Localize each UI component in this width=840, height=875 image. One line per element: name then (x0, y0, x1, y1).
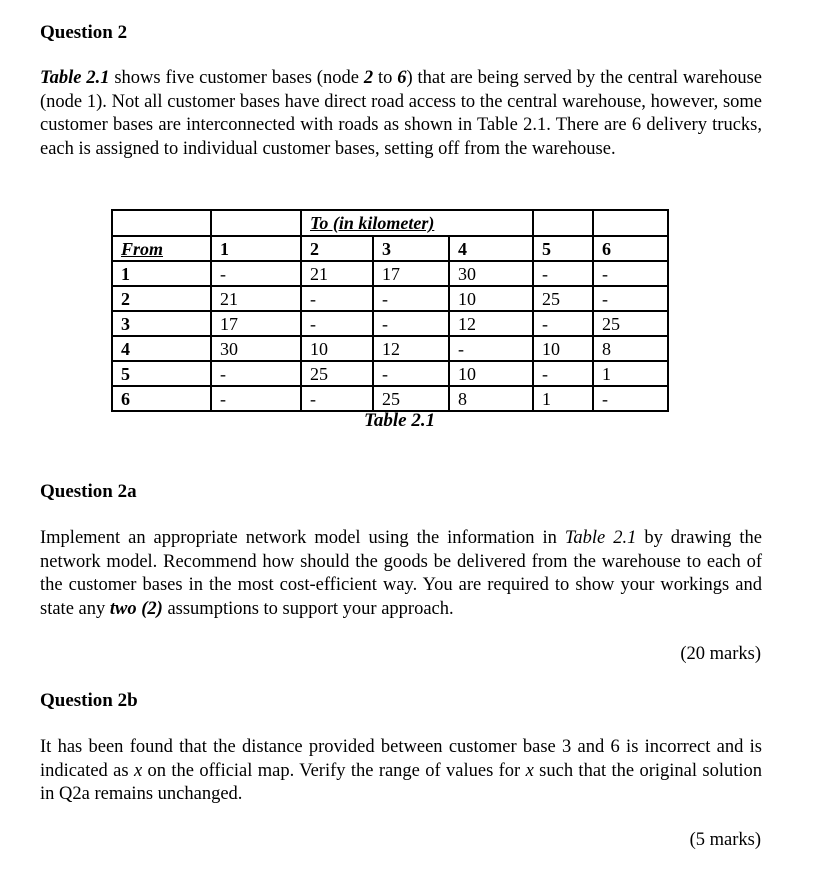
to-header: To (in kilometer) (301, 210, 533, 236)
distance-cell: 21 (301, 261, 373, 286)
distance-cell: - (449, 336, 533, 361)
distance-cell: - (593, 286, 668, 311)
distance-cell: 10 (533, 336, 593, 361)
question-2a-text (40, 527, 762, 621)
distance-table (111, 209, 669, 412)
table-row (112, 361, 668, 386)
text-run: Table 2.1 (40, 68, 110, 88)
text-run: on the official map. Verify the range of values for (142, 760, 526, 781)
table-row (112, 286, 668, 311)
column-header: 1 (211, 236, 301, 261)
text-run: It has been found that the distance provided between customer base 3 and 6 is incorrect and is indicated as (40, 737, 762, 781)
text-run: assumptions to support your approach. (162, 598, 454, 619)
distance-cell: 25 (593, 311, 668, 336)
question-2-title: Question 2 (40, 22, 128, 43)
column-header: 4 (449, 236, 533, 261)
text-run: by drawing the network model. Recommend how should the goods be delivered from the warehouse to each of the customer bases in the most cost-efficient way. You are required to show your workings and state any (40, 528, 762, 619)
text-run: x (525, 760, 534, 781)
distance-cell: 12 (373, 336, 449, 361)
column-header: 6 (593, 236, 668, 261)
table-row (112, 311, 668, 336)
text-run: to (373, 68, 398, 88)
table-corner-cell (112, 210, 211, 236)
table-row (112, 261, 668, 286)
table-caption: Table 2.1 (364, 410, 436, 431)
column-header: 5 (533, 236, 593, 261)
distance-cell: - (301, 386, 373, 411)
question-2-intro (40, 67, 762, 161)
text-run: ) that are being served by the central warehouse (node 1). Not all customer bases have direct road access to the central warehouse, however, some customer bases are interconnected with roads as shown in Table 2.1. There are 6 delivery trucks, each is assigned to individual customer bases, setting off from the warehouse. (40, 68, 762, 159)
distance-cell: 17 (211, 311, 301, 336)
text-run: Implement an appropriate network model using the information in (40, 528, 565, 548)
distance-cell: 10 (301, 336, 373, 361)
distance-cell: 30 (449, 261, 533, 286)
distance-cell: - (593, 386, 668, 411)
distance-cell: - (211, 361, 301, 386)
row-header: 3 (112, 311, 211, 336)
distance-cell: - (533, 261, 593, 286)
text-run: shows five customer bases (node (109, 68, 364, 88)
distance-cell: - (373, 286, 449, 311)
text-run: Table 2.1 (564, 528, 637, 548)
question-2b-text (40, 736, 762, 807)
distance-cell: 25 (373, 386, 449, 411)
distance-cell: 21 (211, 286, 301, 311)
distance-cell: 10 (449, 361, 533, 386)
distance-cell: - (211, 386, 301, 411)
distance-cell: - (301, 311, 373, 336)
column-header: 3 (373, 236, 449, 261)
text-run: 2 (363, 68, 374, 88)
row-header: 2 (112, 286, 211, 311)
distance-cell: - (211, 261, 301, 286)
distance-cell: - (533, 361, 593, 386)
distance-cell: 1 (593, 361, 668, 386)
distance-cell: - (301, 286, 373, 311)
from-header: From (112, 236, 211, 261)
table-corner-cell (593, 210, 668, 236)
row-header: 6 (112, 386, 211, 411)
distance-cell: 12 (449, 311, 533, 336)
table-row (112, 386, 668, 411)
text-run: such that the original solution in Q2a remains unchanged. (40, 760, 762, 804)
distance-cell: 1 (533, 386, 593, 411)
distance-cell: 25 (301, 361, 373, 386)
distance-cell: 30 (211, 336, 301, 361)
question-2a-title: Question 2a (40, 481, 137, 502)
table-corner-cell (211, 210, 301, 236)
distance-cell: 10 (449, 286, 533, 311)
distance-cell: 17 (373, 261, 449, 286)
text-run: two (2) (109, 598, 163, 619)
question-2b-marks: (5 marks) (689, 830, 761, 850)
distance-cell: 25 (533, 286, 593, 311)
distance-cell: 8 (593, 336, 668, 361)
row-header: 4 (112, 336, 211, 361)
distance-cell: - (533, 311, 593, 336)
table-corner-cell (533, 210, 593, 236)
distance-cell: 8 (449, 386, 533, 411)
text-run: x (133, 760, 143, 781)
table-row (112, 336, 668, 361)
distance-cell: - (373, 361, 449, 386)
row-header: 1 (112, 261, 211, 286)
question-2b-title: Question 2b (40, 690, 138, 711)
question-2a-marks: (20 marks) (680, 644, 761, 664)
distance-cell: - (593, 261, 668, 286)
column-header: 2 (301, 236, 373, 261)
distance-cell: - (373, 311, 449, 336)
row-header: 5 (112, 361, 211, 386)
text-run: 6 (397, 68, 407, 88)
